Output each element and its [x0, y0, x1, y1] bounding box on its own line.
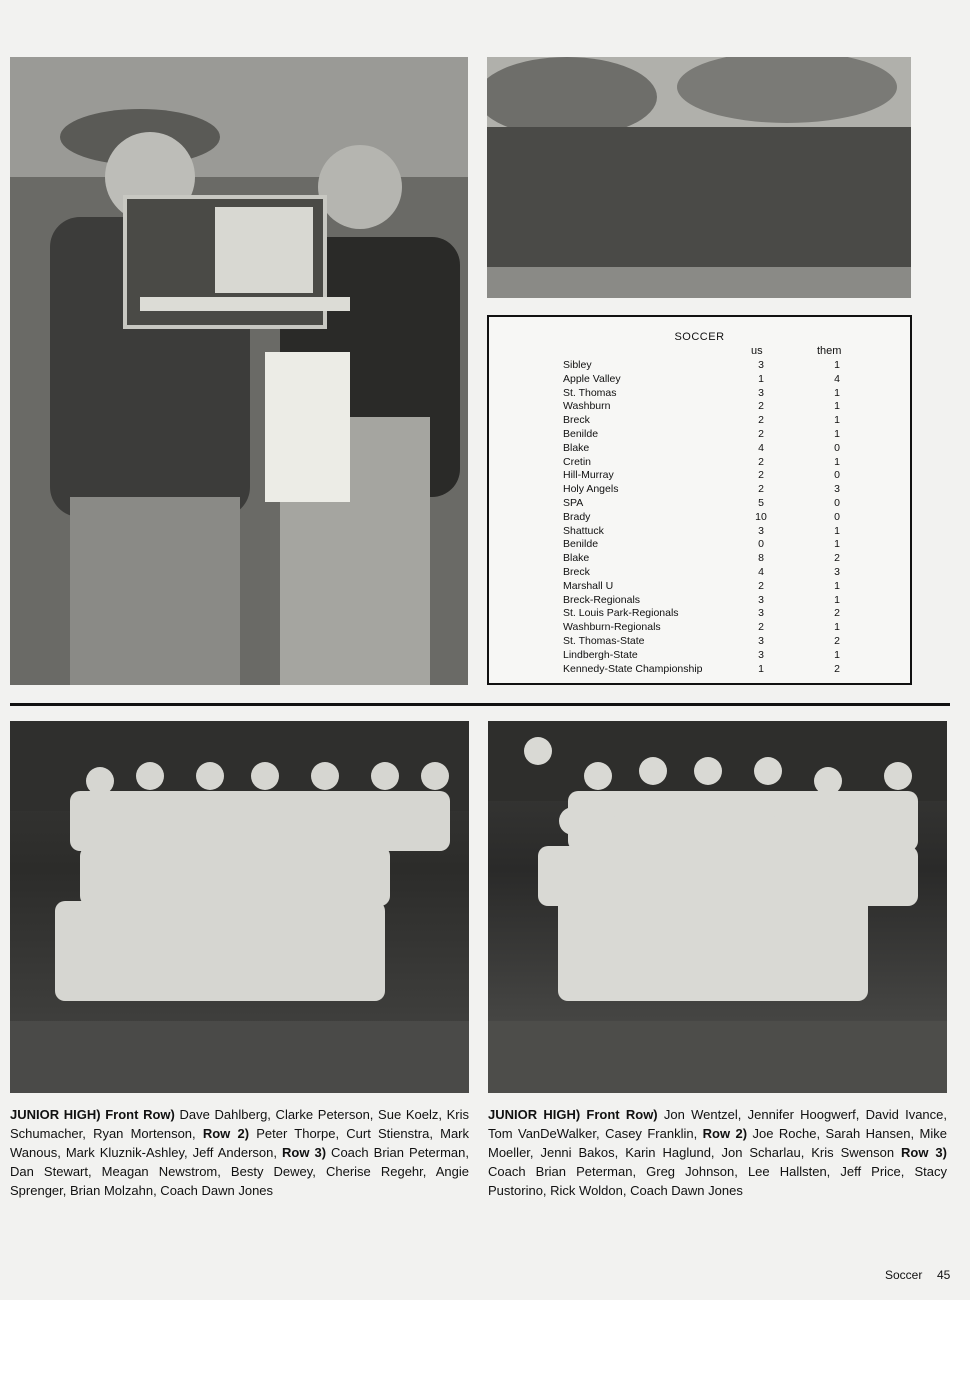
them-score: 2: [834, 552, 840, 565]
schedule-row: [489, 594, 910, 608]
them-score: 2: [834, 634, 840, 647]
schedule-row: [489, 552, 910, 566]
them-score: 0: [834, 496, 840, 509]
opponent: Washburn: [563, 400, 611, 413]
us-score: 2: [758, 414, 764, 427]
coaches-photo-art: [10, 57, 468, 685]
opponent: Breck: [563, 565, 590, 578]
crowd-photo-art: [487, 57, 911, 298]
schedule-row: [489, 621, 910, 635]
schedule-row: [489, 607, 910, 621]
schedule-row: [489, 414, 910, 428]
opponent: Brady: [563, 510, 591, 523]
opponent: Kennedy-State Championship: [563, 662, 703, 675]
opponent: Hill-Murray: [563, 469, 614, 482]
them-score: 2: [834, 607, 840, 620]
opponent: Blake: [563, 552, 590, 565]
schedule-row: [489, 428, 910, 442]
opponent: Breck-Regionals: [563, 593, 641, 606]
us-score: 8: [758, 552, 764, 565]
them-score: 1: [834, 359, 840, 371]
caption-row3: Coach Brian Peterman, Dan Stewart, Meagan Newstrom, Besty Dewey, Cherise Regehr, Angie Sprenger, Brian Molzahn, Coach Dawn Jones: [10, 1145, 470, 1198]
opponent: Holy Angels: [563, 483, 619, 496]
us-score: 4: [758, 441, 764, 454]
caption-row3-label: Row 3): [901, 1145, 947, 1160]
schedule-row: [489, 387, 910, 401]
them-score: 1: [834, 414, 840, 427]
opponent: Shattuck: [563, 524, 604, 537]
us-score: 1: [758, 662, 764, 675]
opponent: Lindbergh-State: [563, 648, 638, 661]
us-score: 3: [758, 607, 764, 620]
them-score: 1: [834, 538, 840, 551]
them-score: 3: [834, 483, 840, 496]
schedule-row: [489, 566, 910, 580]
soccer-schedule-box: [487, 315, 912, 685]
schedule-row: [489, 442, 910, 456]
them-score: 0: [834, 510, 840, 523]
us-score: 10: [755, 510, 767, 523]
caption-row2-label: Row 2): [202, 1126, 250, 1141]
opponent: Benilde: [563, 427, 599, 440]
opponent: St. Thomas: [563, 386, 617, 399]
schedule-row: [489, 525, 910, 539]
team-caption-left: [10, 1105, 469, 1200]
junior-high-team-photo: [10, 721, 469, 1093]
page-number: 45: [937, 1268, 951, 1282]
spectators-photo: [487, 57, 911, 298]
us-score: 1: [758, 372, 764, 385]
schedule-row: [489, 483, 910, 497]
opponent: Breck: [563, 414, 590, 427]
schedule-row: [489, 580, 910, 594]
team-photo-art-2: [488, 721, 947, 1093]
us-score: 3: [758, 386, 764, 399]
us-score: 2: [758, 400, 764, 413]
footer-section-name: Soccer: [885, 1268, 923, 1282]
them-score: 4: [834, 372, 840, 385]
them-score: 1: [834, 648, 840, 661]
us-column-header: us: [751, 345, 763, 357]
opponent: Washburn-Regionals: [563, 621, 661, 634]
schedule-row: [489, 469, 910, 483]
schedule-row: [489, 497, 910, 511]
opponent: SPA: [563, 496, 584, 509]
us-score: 3: [758, 524, 764, 537]
us-score: 3: [758, 634, 764, 647]
us-score: 3: [758, 648, 764, 661]
them-score: 1: [834, 455, 840, 468]
schedule-rows: [489, 359, 910, 676]
caption-row2-label: Row 2): [702, 1126, 748, 1141]
schedule-row: [489, 400, 910, 414]
them-score: 0: [834, 441, 840, 454]
team-caption-right: [488, 1105, 947, 1200]
them-score: 1: [834, 579, 840, 592]
opponent: Apple Valley: [563, 372, 621, 385]
schedule-row: [489, 663, 910, 677]
bottom-band: [0, 1300, 970, 1390]
caption-row3: Coach Brian Peterman, Greg Johnson, Lee Hallsten, Jeff Price, Stacy Pustorino, Rick Woldon, Coach Dawn Jones: [488, 1164, 947, 1198]
caption-front-row: Dave Dahlberg, Clarke Peterson, Sue Koelz, Kris Schumacher, Ryan Mortenson,: [10, 1107, 470, 1141]
us-score: 0: [758, 538, 764, 551]
us-score: 4: [758, 565, 764, 578]
section-divider: [10, 703, 950, 706]
them-score: 1: [834, 621, 840, 634]
schedule-row: [489, 511, 910, 525]
opponent: St. Louis Park-Regionals: [563, 607, 679, 620]
them-score: 0: [834, 469, 840, 482]
caption-heading: JUNIOR HIGH) Front Row): [488, 1107, 658, 1122]
us-score: 5: [758, 496, 764, 509]
junior-high-team-photo-2: [488, 721, 947, 1093]
opponent: Sibley: [563, 359, 592, 371]
us-score: 2: [758, 579, 764, 592]
them-score: 1: [834, 400, 840, 413]
caption-front-row: Jon Wentzel, Jennifer Hoogwerf, David Ivance, Tom VanDeWalker, Casey Franklin,: [488, 1107, 947, 1141]
coaches-trophy-photo: [10, 57, 468, 685]
them-score: 3: [834, 565, 840, 578]
schedule-row: [489, 538, 910, 552]
schedule-row: [489, 373, 910, 387]
opponent: Benilde: [563, 538, 599, 551]
schedule-row: [489, 635, 910, 649]
us-score: 2: [758, 427, 764, 440]
us-score: 3: [758, 359, 764, 371]
us-score: 2: [758, 469, 764, 482]
caption-row2: Peter Thorpe, Curt Stienstra, Mark Wanous, Mark Kluznik-Ashley, Jeff Anderson,: [10, 1126, 470, 1160]
them-score: 1: [834, 427, 840, 440]
caption-row2: Joe Roche, Sarah Hansen, Mike Moeller, Jenni Bakos, Karin Haglund, Jon Scharlau, Kris Swenson: [488, 1126, 947, 1160]
them-score: 1: [834, 593, 840, 606]
schedule-title: SOCCER: [674, 331, 725, 343]
schedule-row: [489, 649, 910, 663]
schedule-row: [489, 359, 910, 373]
us-score: 2: [758, 483, 764, 496]
them-score: 1: [834, 524, 840, 537]
them-column-header: them: [817, 345, 842, 357]
caption-row3-label: Row 3): [282, 1145, 327, 1160]
us-score: 2: [758, 455, 764, 468]
them-score: 2: [834, 662, 840, 675]
team-photo-art: [10, 721, 469, 1093]
us-score: 3: [758, 593, 764, 606]
opponent: Blake: [563, 441, 590, 454]
opponent: Cretin: [563, 455, 592, 468]
schedule-row: [489, 456, 910, 470]
them-score: 1: [834, 386, 840, 399]
opponent: St. Thomas-State: [563, 634, 645, 647]
opponent: Marshall U: [563, 579, 614, 592]
caption-heading: JUNIOR HIGH) Front Row): [10, 1107, 175, 1122]
us-score: 2: [758, 621, 764, 634]
